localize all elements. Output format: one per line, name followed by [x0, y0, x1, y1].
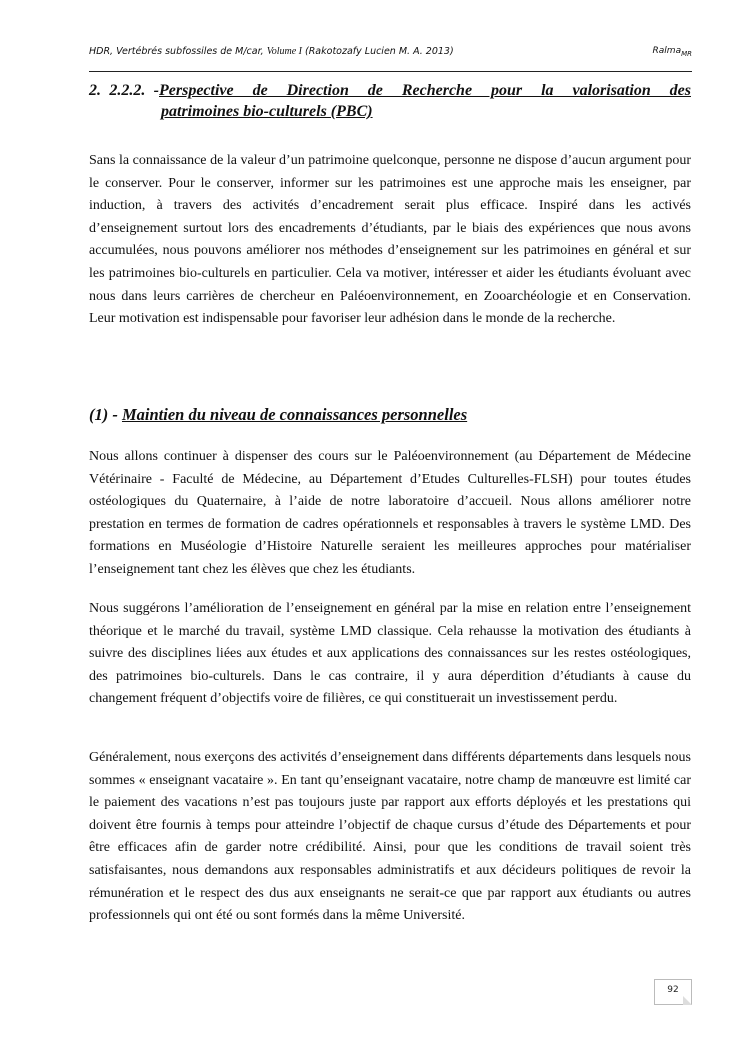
subsection-heading — [89, 405, 691, 425]
section-heading-line1 — [89, 80, 691, 101]
header-title — [89, 46, 454, 57]
paragraph-conditions: Généralement, nous exerçons des activités d’enseignement dans différents départements dans lesquels nous sommes « enseignant vacataire ». En tant qu’enseignant vacataire, notre champ de manœuvre est limité car le paiement des vacations n’est pas toujours juste par rapport aux efforts déployés et les prestations qui doivent être fournis à temps pour atteindre l’objectif de chaque cursus d’étude des Départements et pour être efficaces afin de garder notre crédibilité. Ainsi, pour que les conditions de travail soient très satisfaisantes, nous demandons aux responsables administratifs et aux décideurs politiques de revoir la rémunération et le respect des dus aux enseignants ne serait-ce que par rapport aux étudiants ou autres professionnels qui ont été ou sont formés dans la même Université. — [89, 750, 691, 924]
header-signature-sub: MR — [681, 49, 692, 58]
header-signature-main: Ralma — [652, 46, 682, 56]
paragraph-courses: Nous allons continuer à dispenser des cours sur le Paléoenvironnement (au Département de Médecine Vétérinaire - Faculté de Médecine, au Département d’Etudes Culturelles-FLSH) pour toutes études ostéologiques du Quaternaire, à l’aide de notre laboratoire d’accueil. Nous allons améliorer notre prestation en termes de formation de cadres opérationnels et responsables à travers le système LMD. Des formations en Muséologie d’Histoire Naturelle seraient les meilleures approches pour matérialiser l’enseignement tant chez les élèves que chez les étudiants. — [89, 449, 691, 577]
paragraph-suggestions: Nous suggérons l’amélioration de l’enseignement en général par la mise en relation entre l’enseignement théorique et le marché du travail, système LMD classique. Cela rehausse la motivation des étudiants à suivre des disciplines liées aux études et aux applications des connaissances sur les restes ostéologiques, des patrimoines bio-culturels. Dans le cas contraire, il y aura déperdition d’étudiants à cause du changement fréquent d’objectifs voire de filières, ce qui constituerait un investissement perdu. — [89, 601, 691, 707]
header-volume: Volume I — [266, 46, 302, 57]
paragraph-intro: Sans la connaissance de la valeur d’un patrimoine quelconque, personne ne dispose d’aucun argument pour le conserver. Pour le conserver, informer sur les patrimoines est une approche mais les enseigner, par induction, à travers des activités d’encadrement serait plus efficace. Inspiré dans les activés d’enseignement surtout lors des encadrements d’étudiants, par le biais des expériences que nous avons accumulées, nous pouvons améliorer nos méthodes d’enseignement sur les patrimoines en général et sur les patrimoines bio-culturels en particulier. Cela va motiver, intéresser et aider les étudiants évoluant avec nous dans leurs carrières de chercheur en Paléoenvironnement, en Zooarchéologie et en Conservation. Leur motivation est indispensable pour favoriser leur adhésion dans le monde de la recherche. — [89, 153, 691, 327]
header-title-main: HDR, Vertébrés subfossiles de M/car, — [89, 46, 264, 57]
section-title-line2: patrimoines bio-culturels (PBC) — [161, 103, 373, 120]
page-header — [89, 41, 692, 72]
header-author: (Rakotozafy Lucien M. A. 2013) — [305, 46, 454, 57]
section-heading-line2 — [89, 101, 691, 122]
header-signature — [653, 46, 692, 58]
section-title-line1: Perspective de Direction de Recherche pour la valorisation des — [159, 82, 691, 99]
subsection-number: (1) - — [89, 405, 118, 424]
section-number: 2. 2.2.2. - — [89, 82, 159, 99]
subsection-title: Maintien du niveau de connaissances personnelles — [121, 405, 468, 424]
page-number: 92 — [654, 979, 692, 1005]
section-heading — [89, 80, 691, 122]
